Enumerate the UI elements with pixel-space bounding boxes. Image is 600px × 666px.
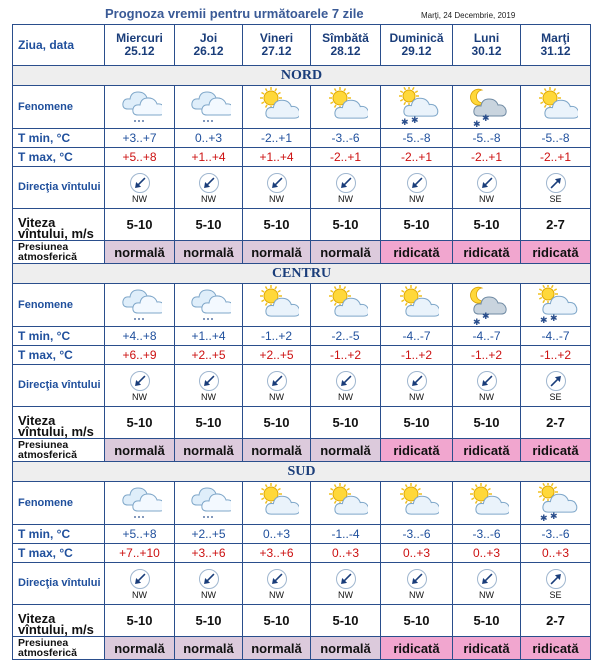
wind-direction-label: NW <box>479 193 494 204</box>
region-row <box>13 66 591 86</box>
svg-text:✱: ✱ <box>481 114 490 124</box>
wind-arrow-icon <box>311 568 380 590</box>
wind-direction-label: NW <box>338 589 353 600</box>
day-date: 31.12 <box>540 44 571 58</box>
wind-speed-value: 5-10 <box>243 407 311 439</box>
day-header <box>175 25 243 66</box>
day-header <box>381 25 453 66</box>
wind-speed-value: 5-10 <box>381 209 453 241</box>
partly-cloudy-snow-icon <box>381 87 452 127</box>
row-label-wind-direction: Direcţia vîntului <box>13 563 105 605</box>
tmin-value: 0..+3 <box>175 129 243 148</box>
wind-speed-value: 2-7 <box>521 209 591 241</box>
weather-cell <box>521 86 591 129</box>
tmin-value: +5..+8 <box>105 525 175 544</box>
wind-arrow-icon <box>311 370 380 392</box>
row-label-wind-direction: Direcţia vîntului <box>13 365 105 407</box>
pressure-value: normală <box>311 241 381 264</box>
row-label-fenomene: Fenomene <box>13 284 105 327</box>
wind-direction-label: NW <box>409 391 424 402</box>
fenomene-row <box>13 86 591 129</box>
pressure-value: ridicată <box>381 637 453 660</box>
region-title: NORD <box>13 66 591 86</box>
svg-text:✱: ✱ <box>549 512 558 522</box>
weather-cell <box>105 86 175 129</box>
pressure-row <box>13 439 591 462</box>
wind-direction-label: NW <box>201 391 216 402</box>
day-name: Marţi <box>541 31 570 45</box>
wind-direction-label: SE <box>549 193 562 204</box>
wind-arrow-icon <box>453 172 520 194</box>
partly-cloudy-icon <box>311 285 380 325</box>
pressure-value: ridicată <box>453 637 521 660</box>
wind-direction-cell <box>243 167 311 209</box>
fenomene-row <box>13 284 591 327</box>
tmin-value: -4..-7 <box>521 327 591 346</box>
region-row <box>13 462 591 482</box>
row-label-tmin: T min, °C <box>13 327 105 346</box>
header-row <box>13 25 591 66</box>
wind-direction-label: NW <box>409 589 424 600</box>
row-label-wind-speed: Viteza vîntului, m/s <box>13 407 105 439</box>
svg-text:✱: ✱ <box>400 118 409 127</box>
tmax-value: 0..+3 <box>311 544 381 563</box>
tmax-value: 0..+3 <box>453 544 521 563</box>
wind-direction-cell <box>453 563 521 605</box>
day-header <box>311 25 381 66</box>
forecast-table <box>12 24 591 660</box>
cloudy-snow-icon <box>175 285 242 325</box>
day-name: Joi <box>199 31 218 45</box>
wind-direction-label: NW <box>132 589 147 600</box>
region-row <box>13 264 591 284</box>
pressure-value: ridicată <box>521 241 591 264</box>
cloudy-snow-icon <box>105 285 174 325</box>
cloudy-snow-icon <box>105 483 174 523</box>
wind-direction-row <box>13 365 591 407</box>
wind-arrow-icon <box>243 568 310 590</box>
wind-direction-cell <box>311 365 381 407</box>
region-title: SUD <box>13 462 591 482</box>
row-label-tmax: T max, °C <box>13 148 105 167</box>
partly-cloudy-icon <box>521 87 590 127</box>
day-header <box>105 25 175 66</box>
weather-cell <box>243 482 311 525</box>
pressure-row <box>13 637 591 660</box>
weather-cell <box>381 284 453 327</box>
pressure-value: ridicată <box>453 439 521 462</box>
tmin-row <box>13 327 591 346</box>
wind-direction-cell <box>521 563 591 605</box>
wind-speed-row <box>13 605 591 637</box>
wind-direction-row <box>13 167 591 209</box>
tmin-value: -2..+1 <box>243 129 311 148</box>
tmax-value: -2..+1 <box>521 148 591 167</box>
wind-direction-cell <box>105 365 175 407</box>
wind-speed-row <box>13 407 591 439</box>
pressure-value: normală <box>175 241 243 264</box>
pressure-row <box>13 241 591 264</box>
day-name: Vineri <box>259 31 294 45</box>
wind-arrow-icon <box>105 568 174 590</box>
cloudy-snow-icon <box>175 87 242 127</box>
day-date: 28.12 <box>330 44 361 58</box>
tmax-value: +6..+9 <box>105 346 175 365</box>
pressure-value: ridicată <box>381 439 453 462</box>
wind-direction-cell <box>311 563 381 605</box>
day-name: Luni <box>473 31 500 45</box>
wind-direction-label: NW <box>409 193 424 204</box>
pressure-value: normală <box>175 439 243 462</box>
pressure-value: normală <box>105 439 175 462</box>
row-label-pressure: Presiunea atmosferică <box>13 241 105 264</box>
tmin-value: -5..-8 <box>381 129 453 148</box>
wind-direction-cell <box>521 365 591 407</box>
day-name: Duminică <box>389 31 444 45</box>
pressure-value: normală <box>243 637 311 660</box>
weather-cell <box>311 86 381 129</box>
tmin-value: -5..-8 <box>521 129 591 148</box>
wind-direction-label: SE <box>549 391 562 402</box>
svg-text:✱: ✱ <box>472 318 481 325</box>
wind-speed-value: 5-10 <box>453 605 521 637</box>
wind-speed-value: 5-10 <box>453 209 521 241</box>
weather-cell <box>175 482 243 525</box>
day-date: 26.12 <box>193 44 224 58</box>
partly-cloudy-icon <box>243 285 310 325</box>
wind-direction-label: NW <box>132 391 147 402</box>
wind-direction-label: NW <box>201 193 216 204</box>
tmax-row <box>13 544 591 563</box>
wind-arrow-icon <box>175 172 242 194</box>
tmax-value: -1..+2 <box>311 346 381 365</box>
wind-arrow-icon <box>521 370 590 392</box>
wind-speed-value: 5-10 <box>175 605 243 637</box>
weather-cell <box>175 86 243 129</box>
day-header <box>453 25 521 66</box>
row-label-wind-speed: Viteza vîntului, m/s <box>13 605 105 637</box>
day-name: Miercuri <box>116 31 163 45</box>
partly-cloudy-icon <box>243 483 310 523</box>
row-label-fenomene: Fenomene <box>13 482 105 525</box>
wind-direction-label: NW <box>201 589 216 600</box>
wind-speed-value: 5-10 <box>453 407 521 439</box>
pressure-value: normală <box>243 241 311 264</box>
tmax-value: +2..+5 <box>175 346 243 365</box>
wind-direction-cell <box>175 563 243 605</box>
tmax-value: -2..+1 <box>453 148 521 167</box>
wind-speed-value: 2-7 <box>521 407 591 439</box>
cloudy-snow-icon <box>175 483 242 523</box>
header-date: Marţi, 24 Decembrie, 2019 <box>421 11 516 20</box>
wind-direction-cell <box>105 167 175 209</box>
tmax-value: +5..+8 <box>105 148 175 167</box>
weather-cell <box>243 86 311 129</box>
pressure-value: normală <box>311 439 381 462</box>
wind-direction-row <box>13 563 591 605</box>
partly-cloudy-icon <box>381 483 452 523</box>
weather-cell <box>381 86 453 129</box>
wind-arrow-icon <box>175 370 242 392</box>
day-header <box>243 25 311 66</box>
wind-speed-value: 5-10 <box>311 209 381 241</box>
weather-cell <box>381 482 453 525</box>
day-header <box>521 25 591 66</box>
wind-direction-cell <box>521 167 591 209</box>
wind-speed-value: 5-10 <box>381 605 453 637</box>
tmin-value: +1..+4 <box>175 327 243 346</box>
tmin-value: +4..+8 <box>105 327 175 346</box>
svg-text:✱: ✱ <box>539 316 548 325</box>
wind-speed-value: 5-10 <box>105 407 175 439</box>
tmin-row <box>13 525 591 544</box>
wind-arrow-icon <box>243 172 310 194</box>
weather-cell <box>311 284 381 327</box>
wind-speed-value: 5-10 <box>243 209 311 241</box>
row-label-pressure: Presiunea atmosferică <box>13 637 105 660</box>
wind-direction-cell <box>311 167 381 209</box>
tmax-value: +1..+4 <box>175 148 243 167</box>
tmax-value: -2..+1 <box>381 148 453 167</box>
wind-speed-value: 5-10 <box>175 209 243 241</box>
day-date: 29.12 <box>401 44 432 58</box>
wind-direction-label: SE <box>549 589 562 600</box>
row-label-tmin: T min, °C <box>13 525 105 544</box>
tmin-value: -3..-6 <box>453 525 521 544</box>
wind-arrow-icon <box>381 172 452 194</box>
svg-text:✱: ✱ <box>410 116 419 126</box>
wind-direction-label: NW <box>269 589 284 600</box>
row-label-wind-speed: Viteza vîntului, m/s <box>13 209 105 241</box>
weather-cell <box>105 482 175 525</box>
pressure-value: ridicată <box>453 241 521 264</box>
weather-cell <box>521 284 591 327</box>
row-label-wind-direction: Direcţia vîntului <box>13 167 105 209</box>
wind-direction-cell <box>105 563 175 605</box>
pressure-value: normală <box>243 439 311 462</box>
pressure-value: normală <box>105 241 175 264</box>
wind-direction-cell <box>381 167 453 209</box>
tmin-row <box>13 129 591 148</box>
tmax-value: +1..+4 <box>243 148 311 167</box>
tmin-value: -4..-7 <box>453 327 521 346</box>
wind-arrow-icon <box>381 370 452 392</box>
row-label-pressure: Presiunea atmosferică <box>13 439 105 462</box>
row-label-tmax: T max, °C <box>13 544 105 563</box>
tmax-value: +3..+6 <box>175 544 243 563</box>
wind-direction-label: NW <box>269 391 284 402</box>
partly-cloudy-icon <box>243 87 310 127</box>
svg-text:✱: ✱ <box>472 120 481 127</box>
moon-cloud-snow-icon <box>453 87 520 127</box>
wind-arrow-icon <box>105 172 174 194</box>
page-header <box>0 0 600 24</box>
wind-direction-label: NW <box>269 193 284 204</box>
tmin-value: -4..-7 <box>381 327 453 346</box>
day-date: 30.12 <box>471 44 502 58</box>
tmax-value: 0..+3 <box>381 544 453 563</box>
wind-arrow-icon <box>453 370 520 392</box>
day-name: Sîmbătă <box>322 31 369 45</box>
tmax-value: -1..+2 <box>521 346 591 365</box>
weather-cell <box>311 482 381 525</box>
wind-direction-cell <box>453 167 521 209</box>
wind-speed-value: 5-10 <box>105 209 175 241</box>
tmax-value: -2..+1 <box>311 148 381 167</box>
weather-cell <box>243 284 311 327</box>
wind-speed-row <box>13 209 591 241</box>
pressure-value: normală <box>175 637 243 660</box>
wind-direction-cell <box>175 365 243 407</box>
col-label-day-date: Ziua, data <box>13 25 105 66</box>
wind-speed-value: 5-10 <box>311 407 381 439</box>
pressure-value: normală <box>105 637 175 660</box>
cloudy-snow-icon <box>105 87 174 127</box>
svg-text:✱: ✱ <box>539 514 548 523</box>
wind-direction-cell <box>381 563 453 605</box>
wind-speed-value: 5-10 <box>105 605 175 637</box>
tmin-value: -5..-8 <box>453 129 521 148</box>
tmin-value: -2..-5 <box>311 327 381 346</box>
tmin-value: +3..+7 <box>105 129 175 148</box>
tmax-value: -1..+2 <box>381 346 453 365</box>
tmax-value: +2..+5 <box>243 346 311 365</box>
partly-cloudy-snow-icon <box>521 483 590 523</box>
partly-cloudy-icon <box>453 483 520 523</box>
region-title: CENTRU <box>13 264 591 284</box>
wind-direction-cell <box>453 365 521 407</box>
wind-speed-value: 5-10 <box>243 605 311 637</box>
tmin-value: -3..-6 <box>381 525 453 544</box>
tmax-row <box>13 148 591 167</box>
tmax-row <box>13 346 591 365</box>
weather-cell <box>521 482 591 525</box>
fenomene-row <box>13 482 591 525</box>
wind-direction-label: NW <box>338 193 353 204</box>
weather-cell <box>453 86 521 129</box>
tmin-value: +2..+5 <box>175 525 243 544</box>
svg-text:✱: ✱ <box>481 312 490 322</box>
tmin-value: -3..-6 <box>311 129 381 148</box>
svg-text:✱: ✱ <box>549 314 558 324</box>
tmax-value: 0..+3 <box>521 544 591 563</box>
pressure-value: ridicată <box>521 637 591 660</box>
row-label-fenomene: Fenomene <box>13 86 105 129</box>
wind-arrow-icon <box>521 568 590 590</box>
partly-cloudy-icon <box>381 285 452 325</box>
tmax-value: +7..+10 <box>105 544 175 563</box>
wind-direction-label: NW <box>132 193 147 204</box>
wind-direction-cell <box>381 365 453 407</box>
tmin-value: -1..+2 <box>243 327 311 346</box>
tmax-value: +3..+6 <box>243 544 311 563</box>
partly-cloudy-icon <box>311 483 380 523</box>
wind-direction-label: NW <box>479 589 494 600</box>
wind-arrow-icon <box>243 370 310 392</box>
wind-direction-label: NW <box>479 391 494 402</box>
partly-cloudy-icon <box>311 87 380 127</box>
tmin-value: -1..-4 <box>311 525 381 544</box>
pressure-value: normală <box>311 637 381 660</box>
day-date: 25.12 <box>124 44 155 58</box>
wind-arrow-icon <box>521 172 590 194</box>
wind-speed-value: 5-10 <box>175 407 243 439</box>
page-title: Prognoza vremii pentru următoarele 7 zile <box>105 6 364 21</box>
wind-speed-value: 5-10 <box>311 605 381 637</box>
tmin-value: -3..-6 <box>521 525 591 544</box>
wind-speed-value: 5-10 <box>381 407 453 439</box>
pressure-value: ridicată <box>381 241 453 264</box>
pressure-value: ridicată <box>521 439 591 462</box>
tmax-value: -1..+2 <box>453 346 521 365</box>
weather-cell <box>453 284 521 327</box>
wind-direction-label: NW <box>338 391 353 402</box>
wind-direction-cell <box>243 563 311 605</box>
weather-cell <box>105 284 175 327</box>
wind-arrow-icon <box>311 172 380 194</box>
day-date: 27.12 <box>261 44 292 58</box>
row-label-tmin: T min, °C <box>13 129 105 148</box>
wind-arrow-icon <box>175 568 242 590</box>
wind-arrow-icon <box>453 568 520 590</box>
weather-cell <box>453 482 521 525</box>
partly-cloudy-snow-icon <box>521 285 590 325</box>
tmin-value: 0..+3 <box>243 525 311 544</box>
wind-speed-value: 2-7 <box>521 605 591 637</box>
weather-cell <box>175 284 243 327</box>
moon-cloud-snow-icon <box>453 285 520 325</box>
wind-direction-cell <box>175 167 243 209</box>
wind-arrow-icon <box>105 370 174 392</box>
wind-arrow-icon <box>381 568 452 590</box>
wind-direction-cell <box>243 365 311 407</box>
row-label-tmax: T max, °C <box>13 346 105 365</box>
